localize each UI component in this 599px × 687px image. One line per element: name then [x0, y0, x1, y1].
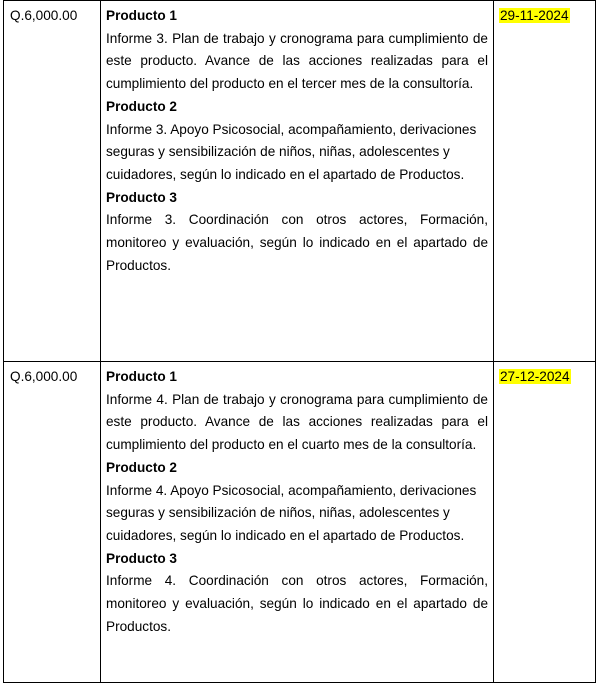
product-description: Informe 3. Plan de trabajo y cronograma para cumplimiento de este producto. Avance de las acciones realizadas para el cumplimiento del producto en el tercer mes de la consultoría.	[106, 30, 488, 92]
product-heading: Producto 2	[106, 459, 177, 475]
product-heading: Producto 1	[106, 369, 177, 384]
product-description: Informe 3. Coordinación con otros actores, Formación, monitoreo y evaluación, según lo indicado en el apartado de Productos.	[106, 212, 488, 273]
date-cell	[494, 1, 596, 362]
table-row	[4, 362, 596, 683]
product-description: Informe 4. Plan de trabajo y cronograma para cumplimiento de este producto. Avance de las acciones realizadas para el cumplimiento del producto en el cuarto mes de la consultoría.	[106, 391, 488, 453]
product-heading: Producto 3	[106, 189, 177, 205]
table-row	[4, 1, 596, 362]
payment-amount: Q.6,000.00	[10, 369, 78, 384]
product-description: Informe 4. Coordinación con otros actores, Formación, monitoreo y evaluación, según lo indicado en el apartado de Productos.	[106, 573, 488, 634]
description-cell	[101, 1, 494, 362]
due-date: 27-12-2024	[500, 369, 570, 384]
product-heading: Producto 3	[106, 550, 177, 566]
amount-cell	[4, 1, 101, 362]
amount-cell	[4, 362, 101, 683]
product-description: Informe 4. Apoyo Psicosocial, acompañamiento, derivaciones seguras y sensibilización de niños, niñas, adolescentes y cuidadores, según lo indicado en el apartado de Productos.	[106, 482, 477, 543]
due-date: 29-11-2024	[500, 8, 569, 23]
payment-schedule-table	[3, 0, 596, 683]
date-cell	[494, 362, 596, 683]
description-cell	[101, 362, 494, 683]
product-heading: Producto 2	[106, 98, 177, 114]
product-heading: Producto 1	[106, 8, 177, 23]
product-description: Informe 3. Apoyo Psicosocial, acompañamiento, derivaciones seguras y sensibilización de niños, niñas, adolescentes y cuidadores, según lo indicado en el apartado de Productos.	[106, 121, 477, 182]
payment-amount: Q.6,000.00	[10, 8, 78, 23]
